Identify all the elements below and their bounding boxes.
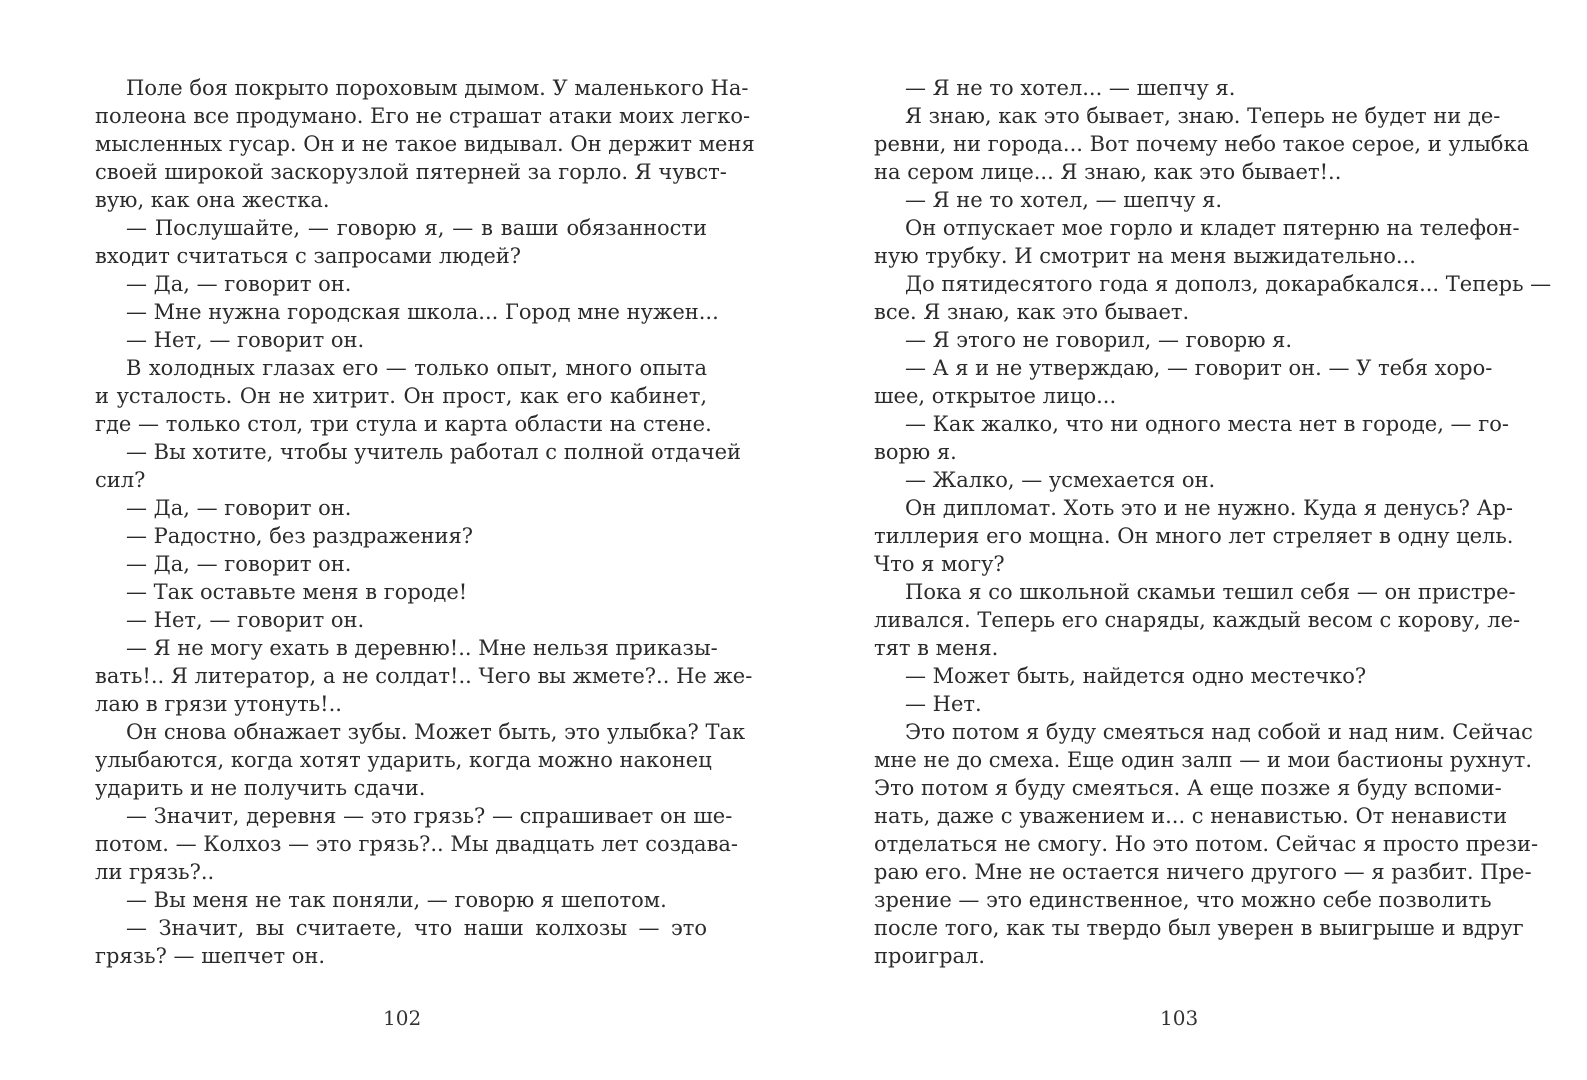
text-line: В холодных глазах его — только опыт, много опыта (126, 356, 707, 380)
right-page-text (874, 74, 1552, 970)
text-line: входит считаться с запросами людей? (95, 244, 522, 268)
text-line: все. Я знаю, как это бывает. (874, 300, 1190, 324)
text-line: ударить и не получить сдачи. (95, 776, 426, 800)
text-line: тят в меня. (874, 636, 999, 660)
text-line: своей широкой заскорузлой пятерней за горло. Я чувст- (95, 160, 727, 184)
text-line: ревни, ни города... Вот почему небо такое серое, и улыбка (874, 132, 1530, 156)
text-line: вать!.. Я литератор, а не солдат!.. Чего вы жмете?.. Не же- (95, 664, 753, 688)
text-line: ливался. Теперь его снаряды, каждый весом с корову, ле- (874, 608, 1521, 632)
text-line: проиграл. (874, 944, 986, 968)
text-line: нать, даже с уважением и... с ненавистью. От ненависти (874, 804, 1508, 828)
text-line: — Так оставьте меня в городе! (126, 580, 468, 604)
text-line: — Да, — говорит он. (126, 496, 352, 520)
text-line: Что я могу? (874, 552, 1005, 576)
text-line: Он дипломат. Хоть это и не нужно. Куда я денусь? Ар- (905, 496, 1514, 520)
text-line: — Я не могу ехать в деревню!.. Мне нельзя приказы- (126, 636, 718, 660)
text-line: — А я и не утверждаю, — говорит он. — У тебя хоро- (905, 356, 1493, 380)
text-line: — Значит, деревня — это грязь? — спрашивает он ше- (126, 804, 733, 828)
text-line: Это потом я буду смеяться. А еще позже я буду вспоми- (874, 776, 1502, 800)
text-line: — Радостно, без раздражения? (126, 524, 474, 548)
text-line: — Мне нужна городская школа... Город мне нужен... (126, 300, 719, 324)
text-line: — Жалко, — усмехается он. (905, 468, 1216, 492)
text-line: зрение — это единственное, что можно себе позволить (874, 888, 1492, 912)
text-line: — Как жалко, что ни одного места нет в городе, — го- (905, 412, 1509, 436)
text-line: улыбаются, когда хотят ударить, когда можно наконец (95, 748, 712, 772)
text-line: где — только стол, три стула и карта области на стене. (95, 412, 712, 436)
text-line: — Вы хотите, чтобы учитель работал с полной отдачей (126, 440, 742, 464)
text-line: Это потом я буду смеяться над собой и над ним. Сейчас (905, 720, 1533, 744)
text-line: тиллерия его мощна. Он много лет стреляет в одну цель. (874, 524, 1514, 548)
text-line: лаю в грязи утонуть!.. (95, 692, 342, 716)
text-line: на сером лице... Я знаю, как это бывает!.. (874, 160, 1342, 184)
left-page-text (95, 74, 755, 970)
text-line: — Я не то хотел... — шепчу я. (905, 76, 1236, 100)
text-line: — Может быть, найдется одно местечко? (905, 664, 1367, 688)
text-line: отделаться не смогу. Но это потом. Сейчас я просто прези- (874, 832, 1539, 856)
text-line: — Я этого не говорил, — говорю я. (905, 328, 1293, 352)
text-line: мне не до смеха. Еще один залп — и мои бастионы рухнут. (874, 748, 1533, 772)
text-line: Он отпускает мое горло и кладет пятерню на телефон- (905, 216, 1520, 240)
text-line: потом. — Колхоз — это грязь?.. Мы двадцать лет создава- (95, 832, 739, 856)
text-line: Поле боя покрыто пороховым дымом. У маленького На- (126, 76, 749, 100)
text-line: ную трубку. И смотрит на меня выжидательно... (874, 244, 1416, 268)
text-line: — Нет, — говорит он. (126, 608, 365, 632)
left-page-number: 102 (383, 1006, 422, 1030)
text-line: — Да, — говорит он. (126, 272, 352, 296)
text-line: сил? (95, 468, 146, 492)
text-line: До пятидесятого года я дополз, докарабкался... Теперь — (905, 272, 1552, 296)
text-line: — Послушайте, — говорю я, — в ваши обязанности (126, 216, 707, 240)
text-line: — Я не то хотел, — шепчу я. (905, 188, 1223, 212)
text-line: ли грязь?.. (95, 860, 215, 884)
text-line: полеона все продумано. Его не страшат атаки моих легко- (95, 104, 751, 128)
text-line: и усталость. Он не хитрит. Он прост, как его кабинет, (95, 384, 707, 408)
text-line: раю его. Мне не остается ничего другого — я разбит. Пре- (874, 860, 1532, 884)
text-line: — Нет, — говорит он. (126, 328, 365, 352)
text-line: грязь? — шепчет он. (95, 944, 326, 968)
right-page-number: 103 (1160, 1006, 1199, 1030)
text-line: — Вы меня не так поняли, — говорю я шепотом. (126, 888, 667, 912)
text-line: — Нет. (905, 692, 982, 716)
text-line: — Значит, вы считаете, что наши колхозы — это (126, 916, 707, 940)
text-line: Я знаю, как это бывает, знаю. Теперь не будет ни де- (905, 104, 1501, 128)
text-line: после того, как ты твердо был уверен в выигрыше и вдруг (874, 916, 1524, 940)
text-line: ворю я. (874, 440, 957, 464)
text-line: Пока я со школьной скамьи тешил себя — он пристре- (905, 580, 1516, 604)
text-line: — Да, — говорит он. (126, 552, 352, 576)
text-line: вую, как она жестка. (95, 188, 330, 212)
text-line: мысленных гусар. Он и не такое видывал. Он держит меня (95, 132, 755, 156)
text-line: шее, открытое лицо... (874, 384, 1117, 408)
text-line: Он снова обнажает зубы. Может быть, это улыбка? Так (126, 720, 746, 744)
